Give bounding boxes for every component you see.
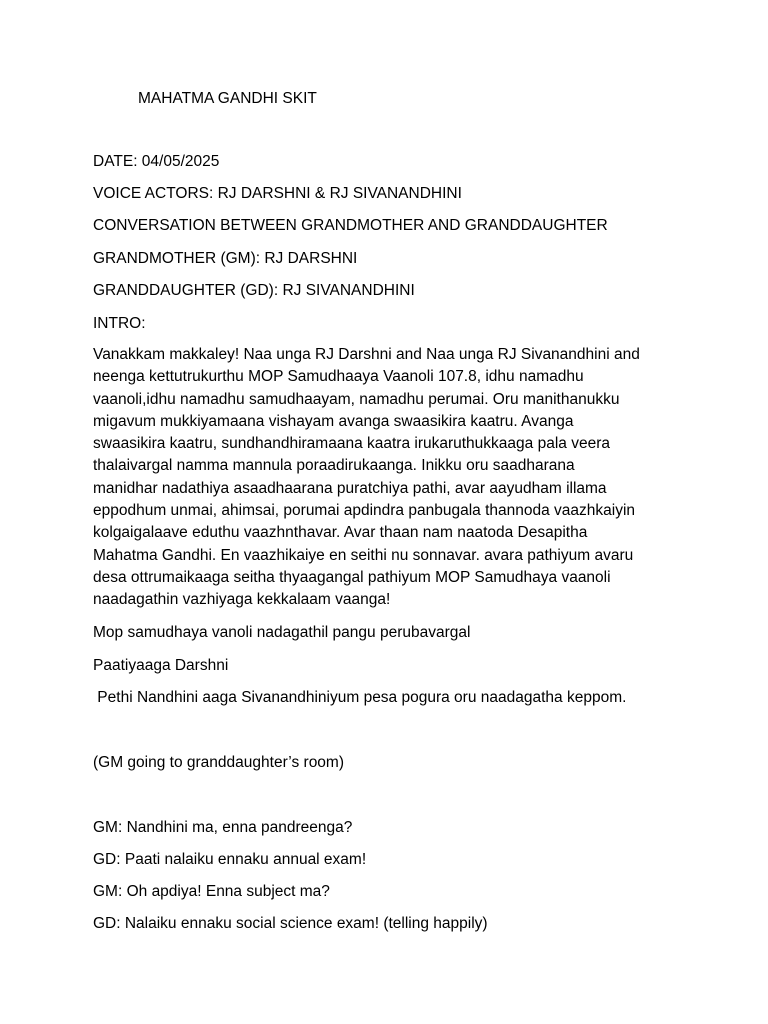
paati-line: Paatiyaaga Darshni [93,657,229,674]
intro-line: migavum mukkiyamaana vishayam avanga swaasikira kaatru. Avanga [93,412,574,430]
intro-line: swaasikira kaatru, sundhandhiramaana kaatra irukaruthukkaaga pala veera [93,435,610,453]
document-title: MAHATMA GANDHI SKIT [138,90,317,107]
intro-line: vaanoli,idhu namadhu samudhaayam, namadhu perumai. Oru manithanukku [93,390,620,408]
intro-line: desa ottrumaikaaga seitha thyaagangal pathiyum MOP Samudhaya vaanoli [93,568,611,586]
intro-line: manidhar nadathiya asaadhaarana puratchiya pathi, avar aayudham illama [93,479,607,497]
intro-line: Vanakkam makkaley! Naa unga RJ Darshni and Naa unga RJ Sivanandhini and [93,346,640,363]
date-line: DATE: 04/05/2025 [93,153,220,170]
dialogue-line: GD: Nalaiku ennaku social science exam! (telling happily) [93,915,488,932]
intro-paragraph [93,344,693,612]
intro-line: thalaivargal namma mannula poraadirukaanga. Inikku oru saadharana [93,457,575,475]
conversation-line: CONVERSATION BETWEEN GRANDMOTHER AND GRANDDAUGHTER [93,217,608,234]
stage-direction: (GM going to granddaughter’s room) [93,754,345,771]
dialogue-line: GM: Oh apdiya! Enna subject ma? [93,883,330,900]
grandmother-line: GRANDMOTHER (GM): RJ DARSHNI [93,250,358,267]
voice-actors-line: VOICE ACTORS: RJ DARSHNI & RJ SIVANANDHINI [93,185,462,202]
participants-line: Mop samudhaya vanoli nadagathil pangu perubavargal [93,624,471,641]
dialogue-line: GM: Nandhini ma, enna pandreenga? [93,819,353,836]
intro-line: naadagathin vazhiyaga kekkalaam vaanga! [93,591,391,609]
dialogue-line: GD: Paati nalaiku ennaku annual exam! [93,851,367,868]
intro-line: Mahatma Gandhi. En vaazhikaiye en seithi nu sonnavar. avara pathiyum avaru [93,546,634,564]
intro-line: kolgaigalaave eduthu vaazhnthavar. Avar thaan nam naatoda Desapitha [93,524,588,542]
intro-line: neenga kettutrukurthu MOP Samudhaaya Vaanoli 107.8, idhu namadhu [93,368,584,386]
granddaughter-line: GRANDDAUGHTER (GD): RJ SIVANANDHINI [93,282,415,299]
pethi-line: Pethi Nandhini aaga Sivanandhiniyum pesa pogura oru naadagatha keppom. [93,689,627,706]
intro-heading: INTRO: [93,315,146,332]
intro-line: eppodhum unmai, ahimsai, porumai apdindra panbugala thannoda vaazhkaiyin [93,502,636,520]
